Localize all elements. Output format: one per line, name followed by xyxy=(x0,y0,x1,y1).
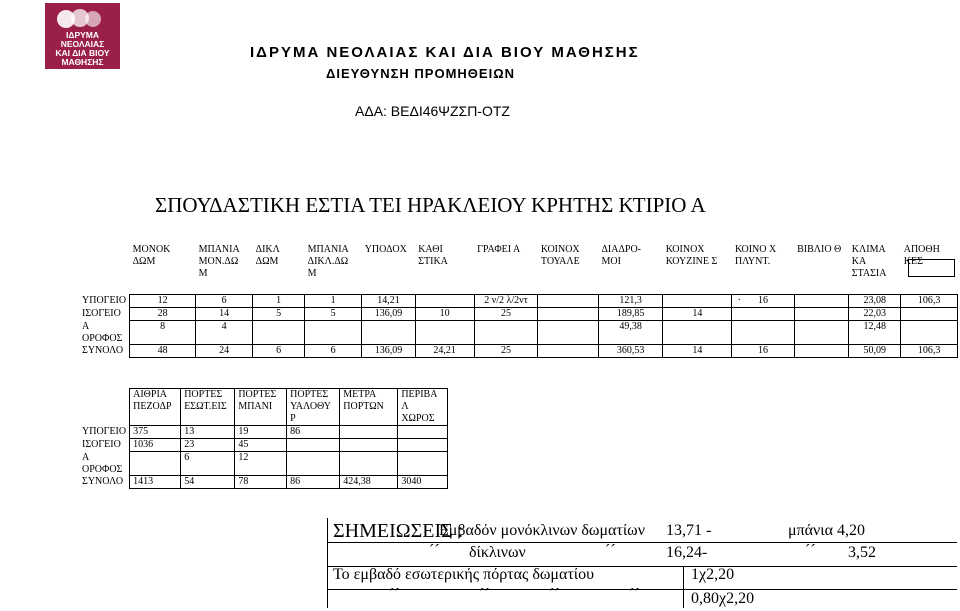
t2-cell: 19 xyxy=(235,426,287,439)
t1-cell xyxy=(794,295,849,308)
notes-rule-3 xyxy=(327,589,957,590)
t2-cell xyxy=(398,452,448,476)
ditto-7: ´´ xyxy=(629,586,640,603)
notes-rule-mid xyxy=(683,566,684,608)
t1-cell: 1 xyxy=(253,295,305,308)
document-title: ΣΠΟΥΔΑΣΤΙΚΗ ΕΣΤΙΑ ΤΕΙ ΗΡΑΚΛΕΙΟΥ ΚΡΗΤΗΣ ΚΤΙΡΙΟ Α xyxy=(155,193,706,217)
ditto-2: ´´ xyxy=(605,542,616,559)
t1-cell: 14 xyxy=(196,308,253,321)
notes-rule-left xyxy=(327,518,328,608)
t1-row xyxy=(82,321,958,345)
t2-cell xyxy=(287,452,340,476)
t2-header-cell: ΜΕΤΡΑ ΠΟΡΤΩΝ xyxy=(340,389,398,426)
t1-cell: 2 ν/2 λ/2ντ xyxy=(474,295,538,308)
ditto-1: ´´ xyxy=(429,542,440,559)
t1-cell xyxy=(415,321,474,345)
t1-header-cell: ΚΑΘΙ ΣΤΙΚΑ xyxy=(418,244,448,267)
t1-cell: 24,21 xyxy=(415,345,474,358)
apothikes-header-box xyxy=(908,259,955,277)
dept-heading: ΔΙΕΥΘΥΝΣΗ ΠΡΟΜΗΘΕΙΩΝ xyxy=(326,66,516,81)
t1-header-cell: ΚΟΙΝΟ Χ ΠΛΥΝΤ. xyxy=(734,244,777,267)
t1-corner xyxy=(82,244,130,295)
t1-cell xyxy=(538,345,599,358)
t2-corner xyxy=(82,389,130,426)
t2-row xyxy=(82,439,448,452)
ditto-3: ´´ xyxy=(805,542,816,559)
t1-row xyxy=(82,345,958,358)
t1-cell xyxy=(474,321,538,345)
ada-code: ΑΔΑ: ΒΕΔΙ46ΨΖΣΠ-ΟΤΖ xyxy=(355,103,510,119)
t1-cell xyxy=(538,308,599,321)
t1-header-cell: ΚΟΙΝΟΧ ΤΟΥΑΛΕ xyxy=(540,244,580,267)
t1-cell: 136,09 xyxy=(362,345,416,358)
note-single-rooms: Εμβαδόν μονόκλινων δωματίων xyxy=(439,522,645,539)
t1-cell: 6 xyxy=(305,345,362,358)
t2-row xyxy=(82,426,448,439)
t1-cell: 28 xyxy=(130,308,196,321)
note-door-size: 1χ2,20 xyxy=(691,566,735,583)
t1-cell xyxy=(305,321,362,345)
t1-header-cell: ΜΠΑΝΙΑ ΜΟΝ.ΔΩ Μ xyxy=(198,244,240,279)
t2-cell: 6 xyxy=(181,452,235,476)
t1-cell: 49,38 xyxy=(598,321,662,345)
t1-cell xyxy=(901,308,958,321)
t2-row-label: ΙΣΟΓΕΙΟ xyxy=(82,438,121,450)
t1-cell xyxy=(794,321,849,345)
t2-cell xyxy=(398,439,448,452)
logo-line-1: ΙΔΡΥΜΑ xyxy=(65,30,100,40)
t2-cell: 45 xyxy=(235,439,287,452)
t1-cell: 5 xyxy=(253,308,305,321)
note-other-door-size: 0,80χ2,20 xyxy=(691,590,755,607)
note-single-area: 13,71 - xyxy=(666,522,712,539)
logo-line-2: ΝΕΟΛΑΙΑΣ xyxy=(60,39,105,49)
t2-row-label: ΣΥΝΟΛΟ xyxy=(82,475,124,487)
t2-cell: 1036 xyxy=(130,439,181,452)
t2-cell: 424,38 xyxy=(340,476,398,489)
logo-line-4: ΜΑΘΗΣΗΣ xyxy=(61,57,104,67)
t1-cell: 360,53 xyxy=(598,345,662,358)
t1-header-cell: ΑΠΟΘΗ ΚΕΣ xyxy=(903,244,940,267)
t1-cell: 5 xyxy=(305,308,362,321)
t1-row-label: ΙΣΟΓΕΙΟ xyxy=(82,307,121,319)
foundation-logo xyxy=(45,3,120,69)
note-double-bath: 3,52 xyxy=(848,544,876,561)
t1-header-cell: ΜΟΝΟΚ ΔΩΜ xyxy=(132,244,171,267)
t1-cell: 12 xyxy=(130,295,196,308)
t1-cell: 189,85 xyxy=(598,308,662,321)
t2-row xyxy=(82,452,448,476)
t2-header-cell: ΑΙΘΡΙΑ ΠΕΖΟΔΡ xyxy=(130,389,181,426)
t2-cell: 86 xyxy=(287,426,340,439)
t2-cell: 86 xyxy=(287,476,340,489)
t2-cell: 1413 xyxy=(130,476,181,489)
t2-cell: 78 xyxy=(235,476,287,489)
t1-cell: 22,03 xyxy=(849,308,901,321)
t1-cell xyxy=(538,295,599,308)
t1-header-cell: ΒΙΒΛΙΟ Θ xyxy=(797,244,842,255)
t1-row-label: ΣΥΝΟΛΟ xyxy=(82,344,124,356)
t2-cell: 13 xyxy=(181,426,235,439)
t1-cell xyxy=(415,295,474,308)
t1-cell: 24 xyxy=(196,345,253,358)
doors-table xyxy=(82,388,448,489)
t1-cell: 25 xyxy=(474,308,538,321)
t2-cell xyxy=(340,452,398,476)
t1-cell: 16 xyxy=(732,345,794,358)
t1-header-cell: ΥΠΟΔΟΧ xyxy=(364,244,407,255)
t1-cell xyxy=(794,308,849,321)
t1-cell xyxy=(732,308,794,321)
t1-cell xyxy=(794,345,849,358)
t1-cell: 6 xyxy=(253,345,305,358)
t2-cell: 3040 xyxy=(398,476,448,489)
ditto-5: ´´ xyxy=(479,586,490,603)
t1-header-cell: ΚΟΙΝΟΧ ΚΟΥΖΙΝΕ Σ xyxy=(665,244,718,267)
ditto-6: ´´ xyxy=(549,586,560,603)
t2-row xyxy=(82,476,448,489)
t2-cell xyxy=(398,426,448,439)
t1-cell: 6 xyxy=(196,295,253,308)
ditto-4: ´´ xyxy=(389,586,400,603)
t2-row-label: Α ΟΡΟΦΟΣ xyxy=(82,451,123,475)
t1-cell: 14 xyxy=(663,308,732,321)
t1-cell xyxy=(663,321,732,345)
t1-cell: 4 xyxy=(196,321,253,345)
t1-cell xyxy=(732,321,794,345)
t1-cell: 14,21 xyxy=(362,295,416,308)
t1-header-cell: ΜΠΑΝΙΑ ΔΙΚΛ.ΔΩ Μ xyxy=(307,244,349,279)
t2-cell: 23 xyxy=(181,439,235,452)
t1-header-cell: ΓΡΑΦΕΙ Α xyxy=(477,244,521,255)
note-single-bath: μπάνια 4,20 xyxy=(788,522,865,539)
t2-cell xyxy=(130,452,181,476)
t1-cell: 106,3 xyxy=(901,345,958,358)
t2-cell: 12 xyxy=(235,452,287,476)
stray-dot: . xyxy=(738,292,741,303)
notes-rule-1 xyxy=(327,542,957,543)
t1-row xyxy=(82,295,958,308)
t1-cell: 1 xyxy=(305,295,362,308)
t1-cell: 10 xyxy=(415,308,474,321)
t1-header-cell: ΔΙΚΛ ΔΩΜ xyxy=(255,244,280,267)
t1-cell xyxy=(663,295,732,308)
t2-cell xyxy=(287,439,340,452)
note-door-label: Το εμβαδό εσωτερικής πόρτας δωματίου xyxy=(333,566,595,583)
t1-cell: 12,48 xyxy=(849,321,901,345)
t1-cell: 106,3 xyxy=(901,295,958,308)
t1-cell xyxy=(901,321,958,345)
t1-cell: 14 xyxy=(663,345,732,358)
t1-header-cell: ΚΛΙΜΑ ΚΑ ΣΤΑΣΙΑ xyxy=(851,244,887,279)
logo-line-3: ΚΑΙ ΔΙΑ ΒΙΟΥ xyxy=(55,48,110,58)
t2-header-cell: ΠΕΡΙΒΑ Λ ΧΩΡΟΣ xyxy=(398,389,448,426)
t2-header-cell: ΠΟΡΤΕΣ ΕΣΩΤ.ΕΙΣ xyxy=(181,389,235,426)
notes-label: ΣΗΜΕΙΩΣΕΙΣ : xyxy=(333,520,464,542)
t1-row-label: ΥΠΟΓΕΙΟ xyxy=(82,294,127,306)
t2-cell: 54 xyxy=(181,476,235,489)
t1-cell xyxy=(253,321,305,345)
areas-table xyxy=(82,244,958,358)
notes-rule-2 xyxy=(327,566,957,567)
logo-heads-icon xyxy=(50,7,114,29)
note-double-rooms: δίκλινων xyxy=(469,544,526,561)
t1-cell: 50,09 xyxy=(849,345,901,358)
t2-header-cell: ΠΟΡΤΕΣ ΥΑΛΟΘΥ Ρ xyxy=(287,389,340,426)
t1-row-label: Α ΟΡΟΦΟΣ xyxy=(82,320,123,344)
t1-cell: 25 xyxy=(474,345,538,358)
t1-cell: 16 xyxy=(732,295,794,308)
t2-cell: 375 xyxy=(130,426,181,439)
org-heading: ΙΔΡΥΜΑ ΝΕΟΛΑΙΑΣ ΚΑΙ ΔΙΑ ΒΙΟΥ ΜΑΘΗΣΗΣ xyxy=(250,44,640,61)
t2-header-cell: ΠΟΡΤΕΣ ΜΠΑΝΙ xyxy=(235,389,287,426)
t1-cell xyxy=(538,321,599,345)
t1-header-cell: ΔΙΑΔΡΟ- ΜΟΙ xyxy=(601,244,641,267)
note-double-area: 16,24- xyxy=(666,544,708,561)
t1-cell: 23,08 xyxy=(849,295,901,308)
t1-row xyxy=(82,308,958,321)
t1-cell: 48 xyxy=(130,345,196,358)
t2-row-label: ΥΠΟΓΕΙΟ xyxy=(82,425,127,437)
t1-cell: 136,09 xyxy=(362,308,416,321)
t2-cell xyxy=(340,439,398,452)
t1-cell: 8 xyxy=(130,321,196,345)
t1-cell: 121,3 xyxy=(598,295,662,308)
t2-cell xyxy=(340,426,398,439)
t1-cell xyxy=(362,321,416,345)
